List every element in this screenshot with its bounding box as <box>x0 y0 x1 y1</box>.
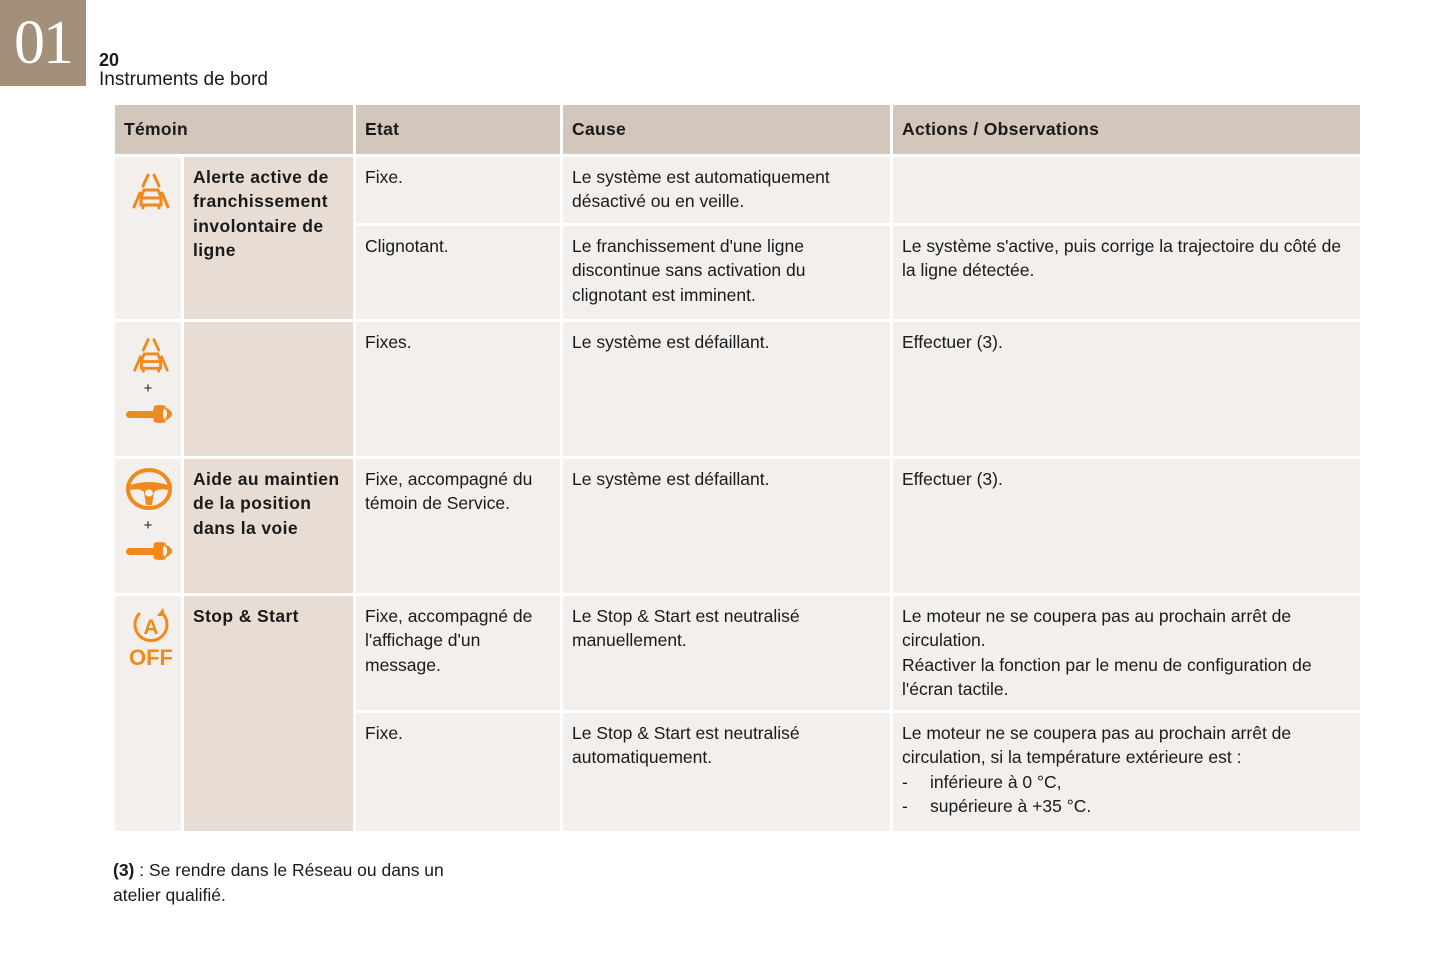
etat-cell: Fixes. <box>355 321 562 458</box>
indicator-name <box>183 321 355 458</box>
indicator-name: Stop & Start <box>183 595 355 833</box>
lane-departure-icon <box>124 330 178 374</box>
cause-cell: Le système est défaillant. <box>562 458 892 595</box>
table-row <box>114 458 1362 595</box>
etat-cell: Fixe. <box>355 712 562 833</box>
lane-departure-icon <box>114 156 183 321</box>
footnote <box>113 858 493 907</box>
wrench-icon <box>124 539 174 563</box>
plus-sign: + <box>143 380 153 397</box>
stop-start-off-label: OFF <box>129 645 173 668</box>
etat-cell: Clignotant. <box>355 225 562 321</box>
steering-wheel-plus-service-icon <box>114 458 183 595</box>
stop-start-off-icon <box>114 595 183 833</box>
column-header-actions: Actions / Observations <box>892 104 1362 156</box>
action-cell <box>892 595 1362 712</box>
action-line: Réactiver la fonction par le menu de configuration de l'écran tactile. <box>902 654 1312 699</box>
chapter-tab <box>0 0 86 86</box>
plus-sign: + <box>143 517 153 534</box>
indicator-name: Alerte active de franchissement involontaire de ligne <box>183 156 355 321</box>
action-line: Le moteur ne se coupera pas au prochain arrêt de circulation. <box>902 606 1292 651</box>
stop-start-letter: A <box>143 616 159 639</box>
bullet-item <box>902 794 1351 818</box>
footnote-ref: (3) <box>113 860 135 880</box>
wrench-icon <box>124 402 174 426</box>
action-text: Le moteur ne se coupera pas au prochain arrêt de circulation, si la température extérieure est : <box>902 723 1292 768</box>
indicator-name: Aide au maintien de la position dans la voie <box>183 458 355 595</box>
cause-cell: Le franchissement d'une ligne discontinue sans activation du clignotant est imminent. <box>562 225 892 321</box>
bullet-dash: - <box>902 771 908 792</box>
etat-cell: Fixe, accompagné de l'affichage d'un message. <box>355 595 562 712</box>
action-cell: Effectuer (3). <box>892 321 1362 458</box>
cause-cell: Le Stop & Start est neutralisé automatiquement. <box>562 712 892 833</box>
footnote-text: : Se rendre dans le Réseau ou dans un atelier qualifié. <box>113 860 444 905</box>
column-header-temoin: Témoin <box>114 104 355 156</box>
action-cell: Le système s'active, puis corrige la trajectoire du côté de la ligne détectée. <box>892 225 1362 321</box>
etat-cell: Fixe. <box>355 156 562 225</box>
cause-cell: Le Stop & Start est neutralisé manuellement. <box>562 595 892 712</box>
bullet-dash: - <box>902 795 908 816</box>
action-cell: Effectuer (3). <box>892 458 1362 595</box>
bullet-text: supérieure à +35 °C. <box>930 795 1092 816</box>
action-cell <box>892 156 1362 225</box>
page-number: 20 <box>99 50 120 70</box>
table-header-row <box>114 104 1362 156</box>
column-header-cause: Cause <box>562 104 892 156</box>
table-row <box>114 595 1362 712</box>
cause-cell: Le système est défaillant. <box>562 321 892 458</box>
lane-departure-plus-service-icon <box>114 321 183 458</box>
page-title: Instruments de bord <box>99 69 268 90</box>
bullet-text: inférieure à 0 °C, <box>930 771 1062 792</box>
cause-cell: Le système est automatiquement désactivé ou en veille. <box>562 156 892 225</box>
warning-lights-table <box>112 102 1363 834</box>
steering-wheel-icon <box>124 467 174 511</box>
chapter-number: 01 <box>14 9 72 77</box>
table-row <box>114 156 1362 225</box>
bullet-item <box>902 770 1351 794</box>
action-cell <box>892 712 1362 833</box>
column-header-etat: Etat <box>355 104 562 156</box>
etat-cell: Fixe, accompagné du témoin de Service. <box>355 458 562 595</box>
table-row <box>114 321 1362 458</box>
